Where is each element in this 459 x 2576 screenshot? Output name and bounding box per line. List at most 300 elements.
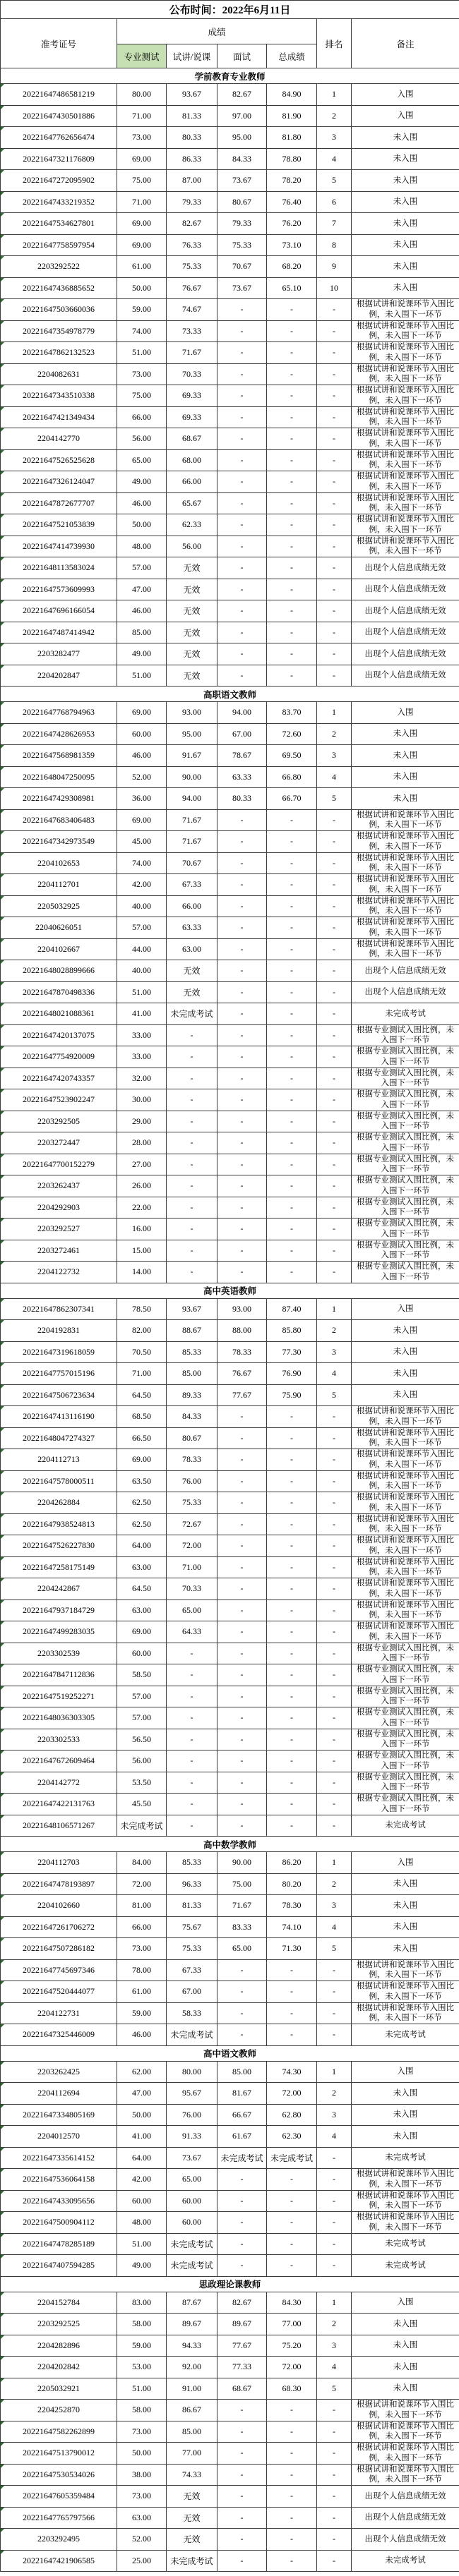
table-row bbox=[1, 1046, 459, 1068]
table-row bbox=[1, 1320, 459, 1342]
professional-score-cell: 47.00 bbox=[117, 2083, 167, 2105]
professional-score-cell: 60.00 bbox=[117, 2190, 167, 2212]
interview-score-cell: - bbox=[217, 1643, 267, 1664]
interview-score-cell: - bbox=[217, 1427, 267, 1449]
professional-score-cell: 42.00 bbox=[117, 2169, 167, 2191]
professional-score-cell: 69.00 bbox=[117, 702, 167, 724]
rank-cell: 1 bbox=[317, 2292, 352, 2314]
exam-id-cell: 20221647414739930 bbox=[1, 536, 117, 557]
professional-score-cell: 63.50 bbox=[117, 1470, 167, 1492]
remark-cell: 根据试讲和说课环节入围比例，未入围下一环节 bbox=[352, 385, 459, 407]
professional-score-cell: 52.00 bbox=[117, 766, 167, 788]
total-score-cell: - bbox=[267, 514, 317, 536]
exam-id-cell: 20221647407594285 bbox=[1, 2255, 117, 2277]
rank-cell: - bbox=[317, 2421, 352, 2443]
lecture-score-cell: - bbox=[167, 1111, 217, 1132]
professional-score-cell: 72.00 bbox=[117, 1873, 167, 1895]
exam-id-cell: 20221647433095656 bbox=[1, 2190, 117, 2212]
rank-cell: - bbox=[317, 2024, 352, 2046]
rank-cell: - bbox=[317, 1643, 352, 1664]
exam-id-cell: 20221647272095902 bbox=[1, 170, 117, 192]
lecture-score-cell: 71.67 bbox=[167, 831, 217, 853]
exam-id-cell: 2204192831 bbox=[1, 1320, 117, 1342]
exam-id-cell: 2204122731 bbox=[1, 2002, 117, 2024]
remark-cell: 未入围 bbox=[352, 127, 459, 149]
lecture-score-cell: 95.67 bbox=[167, 2083, 217, 2105]
total-score-cell: 81.90 bbox=[267, 105, 317, 127]
professional-score-cell: 62.00 bbox=[117, 2061, 167, 2083]
remark-cell: 入围 bbox=[352, 2061, 459, 2083]
lecture-score-cell: 87.00 bbox=[167, 170, 217, 192]
interview-score-cell: 82.67 bbox=[217, 2292, 267, 2314]
rank-cell: 5 bbox=[317, 2378, 352, 2400]
table-row bbox=[1, 2378, 459, 2400]
exam-id-cell: 20221647428626953 bbox=[1, 723, 117, 745]
rank-cell: 2 bbox=[317, 1873, 352, 1895]
rank-cell: - bbox=[317, 1406, 352, 1428]
total-score-cell: - bbox=[267, 2212, 317, 2234]
table-row bbox=[1, 1111, 459, 1132]
section-title: 学前教育专业教师 bbox=[1, 68, 459, 84]
interview-score-cell: - bbox=[217, 471, 267, 493]
lecture-score-cell: 未完成考试 bbox=[167, 2024, 217, 2046]
remark-cell: 未完成考试 bbox=[352, 2233, 459, 2255]
lecture-score-cell: 81.33 bbox=[167, 1895, 217, 1917]
lecture-score-cell: 67.33 bbox=[167, 874, 217, 896]
exam-id-cell: 2204102653 bbox=[1, 852, 117, 874]
lecture-score-cell: 无效 bbox=[167, 981, 217, 1003]
table-row bbox=[1, 1240, 459, 1262]
lecture-score-cell: 74.33 bbox=[167, 2464, 217, 2486]
exam-id-cell: 20221647519252271 bbox=[1, 1686, 117, 1707]
rank-cell: - bbox=[317, 2255, 352, 2277]
lecture-score-cell: 72.67 bbox=[167, 1513, 217, 1535]
remark-cell: 根据试讲和说课环节入围比例，未入围下一环节 bbox=[352, 299, 459, 321]
remark-cell: 未入围 bbox=[352, 723, 459, 745]
professional-score-cell: 28.00 bbox=[117, 1132, 167, 1154]
table-row bbox=[1, 2083, 459, 2105]
total-score-cell: 75.20 bbox=[267, 2335, 317, 2357]
interview-score-cell: 97.00 bbox=[217, 105, 267, 127]
rank-cell: 1 bbox=[317, 1298, 352, 1320]
total-score-cell: - bbox=[267, 1046, 317, 1068]
remark-cell: 根据试讲和说课环节入围比例，未入围下一环节 bbox=[352, 852, 459, 874]
lecture-score-cell: 88.67 bbox=[167, 1320, 217, 1342]
exam-id-cell: 20221647354978779 bbox=[1, 320, 117, 342]
total-score-cell: - bbox=[267, 2169, 317, 2191]
remark-cell: 根据试讲和说课环节入围比例，未入围下一环节 bbox=[352, 1449, 459, 1471]
total-score-cell: 80.20 bbox=[267, 1873, 317, 1895]
exam-id-cell: 20221647768794963 bbox=[1, 702, 117, 724]
interview-score-cell: - bbox=[217, 385, 267, 407]
lecture-score-cell: - bbox=[167, 1729, 217, 1750]
interview-score-cell: - bbox=[217, 2212, 267, 2234]
table-row bbox=[1, 1384, 459, 1406]
rank-cell: - bbox=[317, 1535, 352, 1557]
lecture-score-cell: 70.67 bbox=[167, 852, 217, 874]
professional-score-cell: 59.00 bbox=[117, 2335, 167, 2357]
remark-cell: 根据专业测试入围比例，未入围下一环节 bbox=[352, 1707, 459, 1729]
total-score-cell: 81.80 bbox=[267, 127, 317, 149]
section-title: 思政理论课教师 bbox=[1, 2276, 459, 2292]
exam-id-cell: 20221647745697346 bbox=[1, 1959, 117, 1981]
section-header-row bbox=[1, 68, 459, 84]
rank-cell: 3 bbox=[317, 745, 352, 767]
remark-cell: 根据试讲和说课环节入围比例，未入围下一环节 bbox=[352, 809, 459, 831]
rank-cell: - bbox=[317, 643, 352, 665]
professional-score-cell: 50.00 bbox=[117, 277, 167, 299]
lecture-score-cell: - bbox=[167, 1750, 217, 1772]
title-row bbox=[1, 1, 459, 19]
table-row bbox=[1, 1298, 459, 1320]
remark-cell: 出现个人信息成绩无效 bbox=[352, 2529, 459, 2551]
rank-cell: - bbox=[317, 1240, 352, 1262]
rank-cell: 5 bbox=[317, 1384, 352, 1406]
table-row bbox=[1, 1794, 459, 1815]
exam-id-cell: 20221648047250095 bbox=[1, 766, 117, 788]
lecture-score-cell: 62.33 bbox=[167, 514, 217, 536]
remark-cell: 未入围 bbox=[352, 1916, 459, 1938]
lecture-score-cell: 无效 bbox=[167, 557, 217, 579]
interview-score-cell: 77.67 bbox=[217, 2335, 267, 2357]
total-score-cell: 75.90 bbox=[267, 1384, 317, 1406]
professional-score-cell: 65.00 bbox=[117, 449, 167, 471]
exam-id-cell: 20221647513790012 bbox=[1, 2443, 117, 2465]
lecture-score-cell: - bbox=[167, 1772, 217, 1794]
section-header-row bbox=[1, 1283, 459, 1298]
rank-cell: - bbox=[317, 2233, 352, 2255]
rank-cell: 4 bbox=[317, 1363, 352, 1385]
total-score-cell: - bbox=[267, 1556, 317, 1578]
total-score-cell: 83.70 bbox=[267, 702, 317, 724]
lecture-score-cell: 56.00 bbox=[167, 536, 217, 557]
total-score-cell: - bbox=[267, 1772, 317, 1794]
rank-cell: - bbox=[317, 342, 352, 364]
interview-score-cell: 89.67 bbox=[217, 2314, 267, 2335]
exam-id-cell: 20221647526525628 bbox=[1, 449, 117, 471]
remark-cell: 根据试讲和说课环节入围比例，未入围下一环节 bbox=[352, 895, 459, 917]
lecture-score-cell: 70.33 bbox=[167, 1578, 217, 1600]
lecture-score-cell: 未完成考试 bbox=[167, 2550, 217, 2572]
rank-cell: 7 bbox=[317, 213, 352, 235]
remark-cell: 未入围 bbox=[352, 1341, 459, 1363]
exam-id-cell: 2204202847 bbox=[1, 665, 117, 687]
rank-cell: 1 bbox=[317, 2061, 352, 2083]
exam-id-cell: 20221647696166054 bbox=[1, 600, 117, 622]
lecture-score-cell: 92.00 bbox=[167, 2357, 217, 2378]
table-row bbox=[1, 1449, 459, 1471]
rank-cell: 4 bbox=[317, 2126, 352, 2148]
lecture-score-cell: 75.33 bbox=[167, 1938, 217, 1960]
lecture-score-cell: - bbox=[167, 1686, 217, 1707]
exam-id-cell: 2203262425 bbox=[1, 2061, 117, 2083]
lecture-score-cell: - bbox=[167, 1132, 217, 1154]
remark-cell: 根据试讲和说课环节入围比例，未入围下一环节 bbox=[352, 938, 459, 960]
remark-cell: 入围 bbox=[352, 1852, 459, 1874]
remark-cell: 出现个人信息成绩无效 bbox=[352, 960, 459, 982]
professional-score-cell: 73.00 bbox=[117, 363, 167, 385]
rank-cell: 5 bbox=[317, 788, 352, 810]
professional-score-cell: 69.00 bbox=[117, 1621, 167, 1643]
table-row bbox=[1, 1024, 459, 1046]
header-row-1 bbox=[1, 19, 459, 44]
lecture-score-cell: 73.33 bbox=[167, 320, 217, 342]
interview-score-cell: 61.67 bbox=[217, 2126, 267, 2148]
remark-cell: 未入围 bbox=[352, 1320, 459, 1342]
total-score-cell: 65.10 bbox=[267, 277, 317, 299]
table-row bbox=[1, 1341, 459, 1363]
total-score-cell: - bbox=[267, 1240, 317, 1262]
table-row bbox=[1, 1556, 459, 1578]
lecture-score-cell: 94.00 bbox=[167, 788, 217, 810]
section-header-row bbox=[1, 687, 459, 702]
lecture-score-cell: 63.00 bbox=[167, 938, 217, 960]
col-header-lecture: 试讲/说课 bbox=[167, 44, 217, 68]
professional-score-cell: 46.00 bbox=[117, 2024, 167, 2046]
rank-cell: - bbox=[317, 960, 352, 982]
rank-cell: - bbox=[317, 1068, 352, 1089]
remark-cell: 根据试讲和说课环节入围比例，未入围下一环节 bbox=[352, 1406, 459, 1428]
table-row bbox=[1, 766, 459, 788]
professional-score-cell: 66.00 bbox=[117, 1916, 167, 1938]
remark-cell: 根据试讲和说课环节入围比例，未入围下一环节 bbox=[352, 2169, 459, 2191]
remark-cell: 未入围 bbox=[352, 234, 459, 256]
professional-score-cell: 73.00 bbox=[117, 1938, 167, 1960]
total-score-cell: - bbox=[267, 1513, 317, 1535]
total-score-cell: - bbox=[267, 363, 317, 385]
table-row bbox=[1, 428, 459, 450]
professional-score-cell: 57.00 bbox=[117, 557, 167, 579]
table-row bbox=[1, 831, 459, 853]
exam-id-cell: 2204102667 bbox=[1, 938, 117, 960]
exam-id-cell: 20221647582262899 bbox=[1, 2421, 117, 2443]
remark-cell: 未入围 bbox=[352, 788, 459, 810]
interview-score-cell: 90.00 bbox=[217, 1852, 267, 1874]
rank-cell: - bbox=[317, 622, 352, 643]
table-row bbox=[1, 665, 459, 687]
table-row bbox=[1, 1003, 459, 1025]
table-row bbox=[1, 2024, 459, 2046]
lecture-score-cell: 67.00 bbox=[167, 1981, 217, 2003]
rank-cell: - bbox=[317, 449, 352, 471]
interview-score-cell: - bbox=[217, 1513, 267, 1535]
remark-cell: 未入围 bbox=[352, 2126, 459, 2148]
rank-cell: - bbox=[317, 1621, 352, 1643]
professional-score-cell: 44.00 bbox=[117, 938, 167, 960]
total-score-cell: 74.30 bbox=[267, 2061, 317, 2083]
table-row bbox=[1, 1175, 459, 1197]
rank-cell: - bbox=[317, 809, 352, 831]
rank-cell: - bbox=[317, 1578, 352, 1600]
table-row bbox=[1, 84, 459, 106]
lecture-score-cell: 91.33 bbox=[167, 2126, 217, 2148]
exam-id-cell: 2204252870 bbox=[1, 2400, 117, 2421]
professional-score-cell: 51.00 bbox=[117, 2233, 167, 2255]
lecture-score-cell: 93.67 bbox=[167, 1298, 217, 1320]
rank-cell: 5 bbox=[317, 1938, 352, 1960]
remark-cell: 根据专业测试入围比例，未入围下一环节 bbox=[352, 1643, 459, 1664]
interview-score-cell: 94.00 bbox=[217, 702, 267, 724]
lecture-score-cell: 79.33 bbox=[167, 191, 217, 213]
total-score-cell: - bbox=[267, 1707, 317, 1729]
exam-id-cell: 20221648021088361 bbox=[1, 1003, 117, 1025]
rank-cell: - bbox=[317, 1513, 352, 1535]
remark-cell: 根据专业测试入围比例，未入围下一环节 bbox=[352, 1750, 459, 1772]
interview-score-cell: 81.67 bbox=[217, 2083, 267, 2105]
remark-cell: 未入围 bbox=[352, 1938, 459, 1960]
total-score-cell: - bbox=[267, 2529, 317, 2551]
table-row bbox=[1, 2126, 459, 2148]
exam-id-cell: 20221647568981359 bbox=[1, 745, 117, 767]
remark-cell: 出现个人信息成绩无效 bbox=[352, 622, 459, 643]
lecture-score-cell: 84.33 bbox=[167, 1406, 217, 1428]
interview-score-cell: 79.33 bbox=[217, 213, 267, 235]
professional-score-cell: 80.00 bbox=[117, 84, 167, 106]
rank-cell: - bbox=[317, 2464, 352, 2486]
lecture-score-cell: 63.33 bbox=[167, 917, 217, 939]
exam-id-cell: 20221647420137075 bbox=[1, 1024, 117, 1046]
interview-score-cell: - bbox=[217, 1219, 267, 1240]
lecture-score-cell: - bbox=[167, 1024, 217, 1046]
rank-cell: - bbox=[317, 1664, 352, 1686]
exam-id-cell: 20221647486581219 bbox=[1, 84, 117, 106]
lecture-score-cell: 76.67 bbox=[167, 277, 217, 299]
lecture-score-cell: - bbox=[167, 1664, 217, 1686]
remark-cell: 未入围 bbox=[352, 170, 459, 192]
rank-cell: - bbox=[317, 1449, 352, 1471]
table-row bbox=[1, 2550, 459, 2572]
professional-score-cell: 27.00 bbox=[117, 1154, 167, 1175]
rank-cell: - bbox=[317, 579, 352, 600]
table-row bbox=[1, 895, 459, 917]
professional-score-cell: 81.00 bbox=[117, 1895, 167, 1917]
total-score-cell: 68.30 bbox=[267, 2378, 317, 2400]
interview-score-cell: 84.33 bbox=[217, 148, 267, 170]
lecture-score-cell: 74.67 bbox=[167, 299, 217, 321]
exam-id-cell: 2205032921 bbox=[1, 2378, 117, 2400]
total-score-cell: - bbox=[267, 809, 317, 831]
remark-cell: 根据专业测试入围比例，未入围下一环节 bbox=[352, 1068, 459, 1089]
rank-cell: - bbox=[317, 1132, 352, 1154]
remark-cell: 未入围 bbox=[352, 1873, 459, 1895]
professional-score-cell: 75.00 bbox=[117, 170, 167, 192]
remark-cell: 根据试讲和说课环节入围比例，未入围下一环节 bbox=[352, 917, 459, 939]
table-row bbox=[1, 1895, 459, 1917]
exam-id-cell: 20221647683406483 bbox=[1, 809, 117, 831]
table-row bbox=[1, 917, 459, 939]
rank-cell: - bbox=[317, 2002, 352, 2024]
col-header-exam-id: 准考证号 bbox=[1, 19, 117, 68]
rank-cell: - bbox=[317, 1046, 352, 1068]
exam-id-cell: 20221647672609464 bbox=[1, 1750, 117, 1772]
interview-score-cell: - bbox=[217, 1772, 267, 1794]
rank-cell: 8 bbox=[317, 234, 352, 256]
lecture-score-cell: 73.67 bbox=[167, 2147, 217, 2169]
rank-cell: - bbox=[317, 2400, 352, 2421]
lecture-score-cell: - bbox=[167, 1068, 217, 1089]
table-row bbox=[1, 2529, 459, 2551]
rank-cell: - bbox=[317, 1470, 352, 1492]
total-score-cell: 未完成考试 bbox=[267, 2147, 317, 2169]
professional-score-cell: 58.00 bbox=[117, 2400, 167, 2421]
remark-cell: 未入围 bbox=[352, 1384, 459, 1406]
rank-cell: 4 bbox=[317, 148, 352, 170]
remark-cell: 根据试讲和说课环节入围比例，未入围下一环节 bbox=[352, 342, 459, 364]
total-score-cell: - bbox=[267, 1197, 317, 1219]
rank-cell: - bbox=[317, 1729, 352, 1750]
total-score-cell: 85.80 bbox=[267, 1320, 317, 1342]
exam-id-cell: 2203302539 bbox=[1, 1643, 117, 1664]
interview-score-cell: 85.00 bbox=[217, 2061, 267, 2083]
total-score-cell: - bbox=[267, 1262, 317, 1283]
table-row bbox=[1, 1535, 459, 1557]
remark-cell: 入围 bbox=[352, 105, 459, 127]
professional-score-cell: 15.00 bbox=[117, 1240, 167, 1262]
remark-cell: 根据试讲和说课环节入围比例，未入围下一环节 bbox=[352, 2400, 459, 2421]
professional-score-cell: 69.00 bbox=[117, 1449, 167, 1471]
table-row bbox=[1, 277, 459, 299]
table-row bbox=[1, 702, 459, 724]
table-row bbox=[1, 406, 459, 428]
rank-cell: - bbox=[317, 492, 352, 514]
total-score-cell: 62.30 bbox=[267, 2126, 317, 2148]
rank-cell: 6 bbox=[317, 191, 352, 213]
interview-score-cell: - bbox=[217, 514, 267, 536]
lecture-score-cell: 未完成考试 bbox=[167, 1003, 217, 1025]
remark-cell: 未完成考试 bbox=[352, 2255, 459, 2277]
total-score-cell: - bbox=[267, 1068, 317, 1089]
total-score-cell: - bbox=[267, 852, 317, 874]
exam-id-cell: 20221647578000511 bbox=[1, 1470, 117, 1492]
exam-id-cell: 2204152784 bbox=[1, 2292, 117, 2314]
lecture-score-cell: 95.00 bbox=[167, 723, 217, 745]
professional-score-cell: 69.00 bbox=[117, 809, 167, 831]
table-row bbox=[1, 2061, 459, 2083]
rank-cell: - bbox=[317, 917, 352, 939]
professional-score-cell: 64.50 bbox=[117, 1578, 167, 1600]
interview-score-cell: - bbox=[217, 299, 267, 321]
interview-score-cell: - bbox=[217, 2002, 267, 2024]
total-score-cell: 86.20 bbox=[267, 1852, 317, 1874]
remark-cell: 入围 bbox=[352, 702, 459, 724]
table-row bbox=[1, 1707, 459, 1729]
rank-cell: - bbox=[317, 2147, 352, 2169]
rank-cell: 1 bbox=[317, 702, 352, 724]
rank-cell: 3 bbox=[317, 127, 352, 149]
section-title: 高中英语教师 bbox=[1, 1283, 459, 1298]
lecture-score-cell: - bbox=[167, 1046, 217, 1068]
table-row bbox=[1, 938, 459, 960]
lecture-score-cell: 85.33 bbox=[167, 1341, 217, 1363]
rank-cell: - bbox=[317, 1959, 352, 1981]
total-score-cell: - bbox=[267, 938, 317, 960]
total-score-cell: - bbox=[267, 320, 317, 342]
interview-score-cell: 93.00 bbox=[217, 1298, 267, 1320]
interview-score-cell: - bbox=[217, 406, 267, 428]
remark-cell: 未入围 bbox=[352, 2357, 459, 2378]
professional-score-cell: 73.00 bbox=[117, 127, 167, 149]
professional-score-cell: 71.00 bbox=[117, 1363, 167, 1385]
rank-cell: - bbox=[317, 1772, 352, 1794]
rank-cell: - bbox=[317, 1815, 352, 1837]
exam-id-cell: 20221648113583024 bbox=[1, 557, 117, 579]
remark-cell: 根据专业测试入围比例，未入围下一环节 bbox=[352, 1111, 459, 1132]
lecture-score-cell: - bbox=[167, 1815, 217, 1837]
professional-score-cell: 25.00 bbox=[117, 2550, 167, 2572]
exam-id-cell: 2203292522 bbox=[1, 256, 117, 278]
remark-cell: 根据试讲和说课环节入围比例，未入围下一环节 bbox=[352, 2443, 459, 2465]
rank-cell: - bbox=[317, 1556, 352, 1578]
